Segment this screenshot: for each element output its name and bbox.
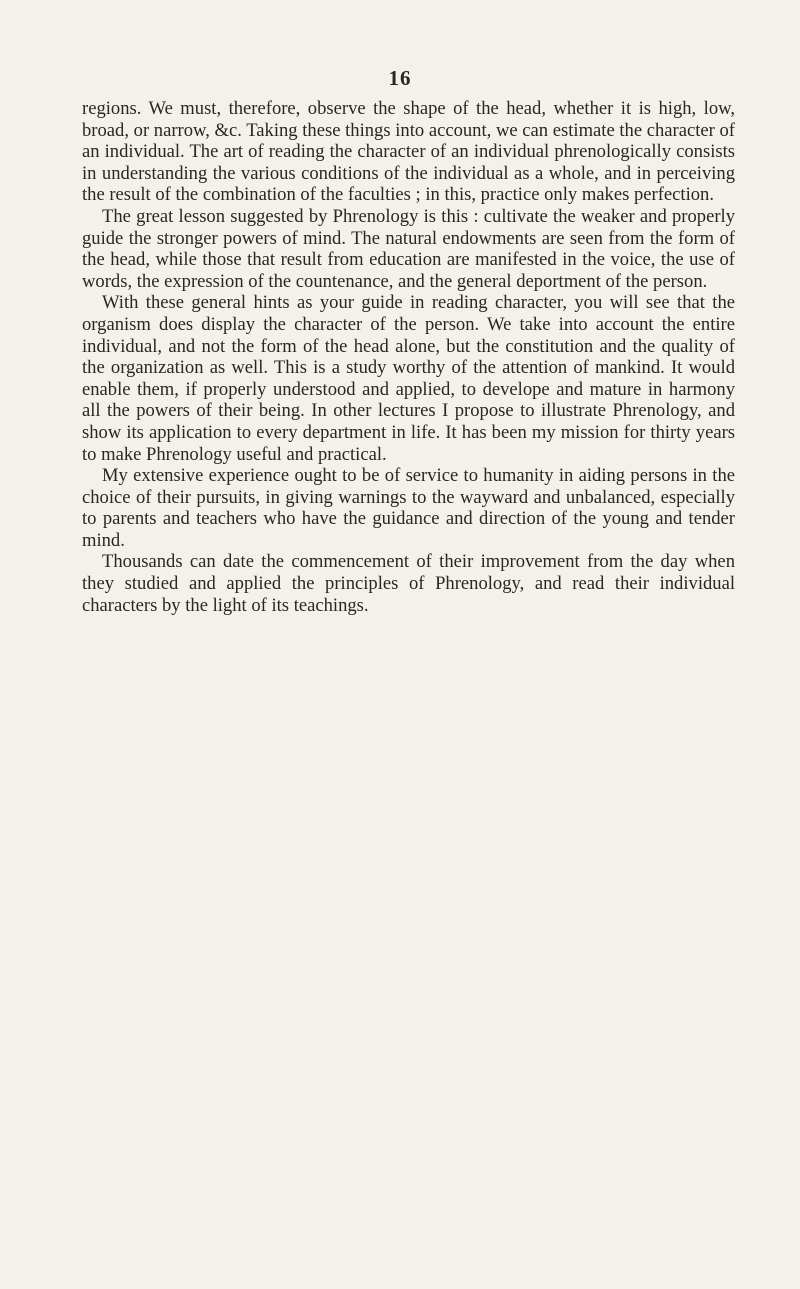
paragraph: With these general hints as your guide in reading character, you will see that the organism does display the character of the person. We take into account the entire individual, and not the form of the head alone, but the constitution and the quality of the organization as well. This is a study worthy of the attention of mankind. It would enable them, if properly understood and applied, to develope and mature in harmony all the powers of their being. In other lectures I propose to illustrate Phrenology, and show its application to every department in life. It has been my mission for thirty years to make Phrenology useful and practical.	[82, 292, 735, 465]
body-text	[82, 98, 735, 616]
paragraph: My extensive experience ought to be of service to humanity in aiding persons in the choice of their pursuits, in giving warnings to the wayward and unbalanced, especially to parents and teachers who have the guidance and direction of the young and tender mind.	[82, 465, 735, 551]
paragraph: The great lesson suggested by Phrenology is this : cultivate the weaker and properly guide the stronger powers of mind. The natural endowments are seen from the form of the head, while those that result from education are manifested in the voice, the use of words, the expression of the countenance, and the general deportment of the person.	[82, 205, 735, 292]
paragraph: regions. We must, therefore, observe the shape of the head, whether it is high, low, broad, or narrow, &c. Taking these things into account, we can estimate the character of an individual. The art of reading the character of an individual phrenologically consists in understanding the various conditions of the individual as a whole, and in perceiving the result of the combination of the faculties ; in this, practice only makes perfection.	[82, 98, 735, 206]
page-number: 16	[388, 66, 412, 90]
paragraph: Thousands can date the commencement of their improvement from the day when they studied and applied the principles of Phrenology, and read their individual characters by the light of its teachings.	[82, 551, 735, 616]
